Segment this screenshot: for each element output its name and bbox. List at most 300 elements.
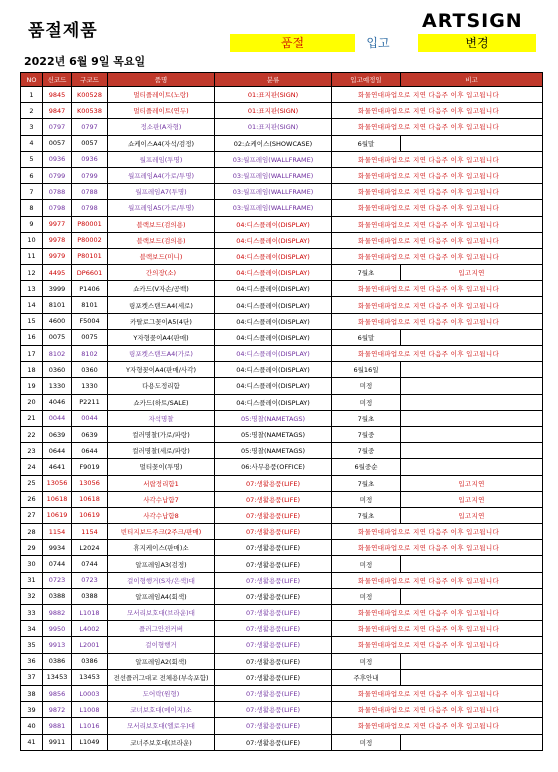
cell-category: 03:월프레임(WALLFRAME) [215,167,332,183]
cell-category: 04:디스플레이(DISPLAY) [215,232,332,248]
legend-soldout: 품절 [230,34,355,52]
cell-eta: 화물연대파업으로 지연 다음주 이후 입고됩니다 [332,248,543,264]
cell-old-code: 8102 [72,346,108,362]
cell-new-code: 9934 [43,540,72,556]
cell-no: 24 [21,459,43,475]
cell-old-code: K00528 [72,87,108,103]
cell-new-code: 9950 [43,621,72,637]
cell-eta: 화물연대파업으로 지연 다음주 이후 입고됩니다 [332,540,543,556]
cell-category: 04:디스플레이(DISPLAY) [215,297,332,313]
cell-product-name: 블랙보드(검의용) [108,232,215,248]
cell-new-code: 9881 [43,718,72,734]
cell-no: 20 [21,394,43,410]
cell-old-code: L2024 [72,540,108,556]
cell-category: 07:생활용품(LIFE) [215,491,332,507]
cell-eta: 화물연대파업으로 지연 다음주 이후 입고됩니다 [332,151,543,167]
cell-no: 30 [21,556,43,572]
cell-no: 28 [21,524,43,540]
table-row [21,297,543,313]
cell-no: 32 [21,588,43,604]
cell-category: 01:표지판(SIGN) [215,119,332,135]
cell-category: 03:월프레임(WALLFRAME) [215,200,332,216]
table-row [21,475,543,491]
cell-eta: 7월중 [332,426,401,442]
cell-new-code: 0644 [43,443,72,459]
legend-change: 변경 [418,34,536,52]
cell-note [401,588,543,604]
cell-old-code: 13453 [72,669,108,685]
cell-eta: 화물연대파업으로 지연 다음주 이후 입고됩니다 [332,200,543,216]
cell-note: 입고지연 [401,475,543,491]
cell-category: 05:명찰(NAMETAGS) [215,410,332,426]
cell-old-code: P2211 [72,394,108,410]
cell-category: 07:생활용품(LIFE) [215,572,332,588]
cell-new-code: 9978 [43,232,72,248]
cell-product-name: 걸이형행거(S자/은색)대 [108,572,215,588]
cell-old-code: 10618 [72,491,108,507]
cell-eta: 화물연대파업으로 지연 다음주 이후 입고됩니다 [332,605,543,621]
table-row [21,329,543,345]
cell-category: 04:디스플레이(DISPLAY) [215,378,332,394]
cell-eta: 미정 [332,653,401,669]
table-row [21,507,543,523]
cell-product-name: 걸이형행거 [108,637,215,653]
cell-eta: 7월초 [332,475,401,491]
cell-product-name: 월프레임A5(가로/투명) [108,200,215,216]
cell-new-code: 0388 [43,588,72,604]
cell-no: 11 [21,248,43,264]
table-row [21,669,543,685]
cell-eta: 화물연대파업으로 지연 다음주 이후 입고됩니다 [332,346,543,362]
table-row [21,621,543,637]
cell-product-name: 월프레임(투명) [108,151,215,167]
cell-category: 04:디스플레이(DISPLAY) [215,216,332,232]
cell-product-name: 컬러명찰(가로/파랑) [108,426,215,442]
cell-product-name: 카탈로그꽂이A5(4단) [108,313,215,329]
table-row [21,426,543,442]
cell-eta: 미정 [332,588,401,604]
cell-new-code: 0044 [43,410,72,426]
table-row [21,540,543,556]
col-header-product-name: 품명 [108,73,215,87]
cell-old-code: 0386 [72,653,108,669]
cell-note [401,426,543,442]
cell-category: 03:월프레임(WALLFRAME) [215,184,332,200]
cell-eta: 6월말 [332,135,401,151]
cell-category: 04:디스플레이(DISPLAY) [215,248,332,264]
cell-new-code: 0057 [43,135,72,151]
cell-product-name: 자석명찰 [108,410,215,426]
cell-category: 07:생활용품(LIFE) [215,653,332,669]
cell-note [401,135,543,151]
cell-category: 07:생활용품(LIFE) [215,556,332,572]
cell-product-name: 플러그안전커버 [108,621,215,637]
cell-category: 07:생활용품(LIFE) [215,524,332,540]
cell-eta: 7월초 [332,507,401,523]
cell-old-code: 0360 [72,362,108,378]
table-row [21,718,543,734]
cell-product-name: 다용도정리함 [108,378,215,394]
cell-product-name: 코너주보호대(브라운) [108,734,215,750]
cell-category: 07:생활용품(LIFE) [215,637,332,653]
cell-eta: 주후안내 [332,669,401,685]
cell-new-code: 13453 [43,669,72,685]
cell-old-code: 0723 [72,572,108,588]
cell-product-name: 사각수납함7 [108,491,215,507]
cell-eta: 화물연대파업으로 지연 다음주 이후 입고됩니다 [332,119,543,135]
cell-no: 18 [21,362,43,378]
cell-no: 37 [21,669,43,685]
cell-note [401,653,543,669]
cell-old-code: L1008 [72,702,108,718]
cell-new-code: 0360 [43,362,72,378]
cell-old-code: 1330 [72,378,108,394]
table-row [21,378,543,394]
cell-new-code: 0788 [43,184,72,200]
table-row [21,151,543,167]
soldout-table [20,72,543,751]
cell-note [401,734,543,750]
cell-product-name: 멀티플레이트(연두) [108,103,215,119]
cell-no: 2 [21,103,43,119]
cell-eta: 화물연대파업으로 지연 다음주 이후 입고됩니다 [332,103,543,119]
col-header-eta: 입고예정일 [332,73,401,87]
cell-new-code: 13056 [43,475,72,491]
cell-old-code: 0639 [72,426,108,442]
cell-new-code: 8102 [43,346,72,362]
table-row [21,313,543,329]
cell-no: 5 [21,151,43,167]
cell-new-code: 8101 [43,297,72,313]
cell-product-name: 링포켓스탠드A4(가로) [108,346,215,362]
cell-old-code: F5004 [72,313,108,329]
table-row [21,410,543,426]
cell-new-code: 9977 [43,216,72,232]
cell-no: 17 [21,346,43,362]
cell-new-code: 0797 [43,119,72,135]
cell-old-code: F9019 [72,459,108,475]
cell-new-code: 4046 [43,394,72,410]
table-row [21,232,543,248]
cell-old-code: P1406 [72,281,108,297]
cell-no: 25 [21,475,43,491]
cell-new-code: 1330 [43,378,72,394]
cell-product-name: 멀티꽂이(투명) [108,459,215,475]
cell-no: 38 [21,685,43,701]
cell-new-code: 0936 [43,151,72,167]
cell-eta: 7월초 [332,410,401,426]
cell-category: 04:디스플레이(DISPLAY) [215,281,332,297]
cell-new-code: 4641 [43,459,72,475]
cell-note [401,394,543,410]
cell-product-name: 모서리보호대(브라운)대 [108,605,215,621]
cell-old-code: L1049 [72,734,108,750]
cell-eta: 화물연대파업으로 지연 다음주 이후 입고됩니다 [332,685,543,701]
table-row [21,556,543,572]
cell-no: 21 [21,410,43,426]
cell-new-code: 9872 [43,702,72,718]
cell-product-name: 정소판(A자형) [108,119,215,135]
cell-no: 8 [21,200,43,216]
cell-category: 07:생활용품(LIFE) [215,669,332,685]
cell-product-name: 모서리보호대(엘로우)대 [108,718,215,734]
cell-category: 07:생활용품(LIFE) [215,685,332,701]
cell-old-code: 10619 [72,507,108,523]
cell-category: 04:디스플레이(DISPLAY) [215,362,332,378]
cell-eta: 화물연대파업으로 지연 다음주 이후 입고됩니다 [332,167,543,183]
cell-eta: 화물연대파업으로 지연 다음주 이후 입고됩니다 [332,718,543,734]
cell-old-code: L1016 [72,718,108,734]
cell-new-code: 0744 [43,556,72,572]
cell-new-code: 9882 [43,605,72,621]
col-header-old-code: 구코드 [72,73,108,87]
table-row [21,119,543,135]
cell-no: 31 [21,572,43,588]
cell-product-name: Y자형꽂이A4(판매) [108,329,215,345]
cell-no: 33 [21,605,43,621]
cell-category: 07:생활용품(LIFE) [215,718,332,734]
cell-new-code: 0639 [43,426,72,442]
cell-old-code: P80001 [72,216,108,232]
cell-eta: 화물연대파업으로 지연 다음주 이후 입고됩니다 [332,572,543,588]
cell-no: 9 [21,216,43,232]
cell-old-code: K00538 [72,103,108,119]
table-row [21,491,543,507]
cell-old-code: 0798 [72,200,108,216]
table-row [21,734,543,750]
cell-eta: 6월중순 [332,459,401,475]
col-header-new-code: 신코드 [43,73,72,87]
table-row [21,346,543,362]
cell-new-code: 4600 [43,313,72,329]
cell-eta: 화물연대파업으로 지연 다음주 이후 입고됩니다 [332,184,543,200]
cell-category: 07:생활용품(LIFE) [215,605,332,621]
cell-category: 04:디스플레이(DISPLAY) [215,394,332,410]
cell-product-name: 사각수납함8 [108,507,215,523]
cell-new-code: 0798 [43,200,72,216]
cell-product-name: 코너보호대(메이지)소 [108,702,215,718]
cell-product-name: 알프레임A3(검정) [108,556,215,572]
cell-product-name: 블랙보드(검의용) [108,216,215,232]
cell-category: 07:생활용품(LIFE) [215,475,332,491]
cell-eta: 미정 [332,556,401,572]
cell-new-code: 0075 [43,329,72,345]
table-row [21,265,543,281]
cell-old-code: 0744 [72,556,108,572]
cell-eta: 7월중 [332,443,401,459]
table-row [21,200,543,216]
table-row [21,248,543,264]
cell-eta: 미정 [332,491,401,507]
cell-no: 29 [21,540,43,556]
table-row [21,685,543,701]
cell-product-name: 쇼카드(하트/SALE) [108,394,215,410]
cell-old-code: 0057 [72,135,108,151]
table-row [21,281,543,297]
brand-logo: ARTSIGN [422,10,523,32]
cell-old-code: 0788 [72,184,108,200]
cell-category: 07:생활용품(LIFE) [215,621,332,637]
cell-product-name: 서랍정리함1 [108,475,215,491]
col-header-note: 비고 [401,73,543,87]
cell-product-name: 블랙보드(미니) [108,248,215,264]
cell-note [401,556,543,572]
cell-product-name: 컬러명찰(세로/파랑) [108,443,215,459]
cell-product-name: 알프레임A4(회색) [108,588,215,604]
cell-product-name: 휴지케이스(판매)소 [108,540,215,556]
cell-no: 4 [21,135,43,151]
cell-old-code: L1018 [72,605,108,621]
cell-new-code: 9856 [43,685,72,701]
table-row [21,524,543,540]
cell-eta: 화물연대파업으로 지연 다음주 이후 입고됩니다 [332,621,543,637]
cell-category: 01:표지판(SIGN) [215,103,332,119]
cell-no: 39 [21,702,43,718]
table-row [21,459,543,475]
cell-eta: 6월16일 [332,362,401,378]
cell-old-code: 0936 [72,151,108,167]
cell-product-name: 빈티지보드주크(2주크/판매) [108,524,215,540]
cell-note: 입고지연 [401,265,543,281]
cell-no: 6 [21,167,43,183]
cell-eta: 화물연대파업으로 지연 다음주 이후 입고됩니다 [332,637,543,653]
col-header-category: 분류 [215,73,332,87]
cell-note [401,410,543,426]
cell-note: 입고지연 [401,491,543,507]
cell-new-code: 9911 [43,734,72,750]
cell-new-code: 10618 [43,491,72,507]
cell-category: 07:생활용품(LIFE) [215,734,332,750]
cell-new-code: 0386 [43,653,72,669]
cell-new-code: 1154 [43,524,72,540]
cell-product-name: 알프레임A2(회색) [108,653,215,669]
cell-eta: 화물연대파업으로 지연 다음주 이후 입고됩니다 [332,313,543,329]
table-row [21,394,543,410]
table-row [21,362,543,378]
legend-restock: 입고 [366,36,390,50]
cell-new-code: 9913 [43,637,72,653]
cell-category: 04:디스플레이(DISPLAY) [215,346,332,362]
table-row [21,653,543,669]
cell-old-code: 8101 [72,297,108,313]
table-row [21,184,543,200]
table-row [21,572,543,588]
page-title: 품절제품 [28,21,98,41]
cell-no: 7 [21,184,43,200]
cell-category: 07:생활용품(LIFE) [215,540,332,556]
cell-eta: 미정 [332,378,401,394]
cell-old-code: 0799 [72,167,108,183]
cell-no: 34 [21,621,43,637]
cell-old-code: P80002 [72,232,108,248]
cell-new-code: 3999 [43,281,72,297]
cell-old-code: 0075 [72,329,108,345]
cell-no: 26 [21,491,43,507]
cell-new-code: 9847 [43,103,72,119]
cell-category: 05:명찰(NAMETAGS) [215,426,332,442]
cell-old-code: 0797 [72,119,108,135]
cell-new-code: 0723 [43,572,72,588]
cell-no: 35 [21,637,43,653]
cell-product-name: 쇼케이스A4(자석/검정) [108,135,215,151]
cell-note [401,362,543,378]
cell-new-code: 9979 [43,248,72,264]
cell-category: 04:디스플레이(DISPLAY) [215,329,332,345]
cell-product-name: 멀티플레이트(노랑) [108,87,215,103]
cell-eta: 화물연대파업으로 지연 다음주 이후 입고됩니다 [332,281,543,297]
table-row [21,588,543,604]
cell-no: 36 [21,653,43,669]
cell-old-code: 13056 [72,475,108,491]
table-row [21,605,543,621]
cell-note [401,669,543,685]
cell-product-name: 월프레임A7(투명) [108,184,215,200]
cell-category: 06:사무용품(OFFICE) [215,459,332,475]
cell-new-code: 0799 [43,167,72,183]
cell-product-name: 링포켓스탠드A4(세로) [108,297,215,313]
cell-old-code: 0644 [72,443,108,459]
cell-category: 07:생활용품(LIFE) [215,507,332,523]
cell-old-code: L2001 [72,637,108,653]
cell-category: 01:표지판(SIGN) [215,87,332,103]
table-row [21,443,543,459]
cell-category: 03:월프레임(WALLFRAME) [215,151,332,167]
cell-category: 02:쇼케이스(SHOWCASE) [215,135,332,151]
cell-category: 04:디스플레이(DISPLAY) [215,265,332,281]
cell-new-code: 10619 [43,507,72,523]
cell-eta: 7월초 [332,265,401,281]
cell-no: 12 [21,265,43,281]
cell-no: 16 [21,329,43,345]
cell-category: 07:생활용품(LIFE) [215,588,332,604]
cell-product-name: 도어락(원형) [108,685,215,701]
cell-no: 15 [21,313,43,329]
table-row [21,167,543,183]
table-row [21,216,543,232]
table-row [21,702,543,718]
cell-no: 1 [21,87,43,103]
cell-no: 40 [21,718,43,734]
table-row [21,103,543,119]
cell-no: 27 [21,507,43,523]
cell-no: 13 [21,281,43,297]
cell-new-code: 9845 [43,87,72,103]
cell-eta: 6월말 [332,329,401,345]
cell-old-code: 0044 [72,410,108,426]
table-row [21,87,543,103]
cell-category: 04:디스플레이(DISPLAY) [215,313,332,329]
cell-eta: 화물연대파업으로 지연 다음주 이후 입고됩니다 [332,216,543,232]
cell-product-name: 간의장(소) [108,265,215,281]
cell-eta: 미정 [332,394,401,410]
report-date: 2022년 6월 9일 목요일 [24,55,146,68]
cell-no: 3 [21,119,43,135]
cell-no: 41 [21,734,43,750]
cell-no: 10 [21,232,43,248]
cell-no: 22 [21,426,43,442]
cell-old-code: 1154 [72,524,108,540]
table-row [21,637,543,653]
cell-note [401,459,543,475]
cell-note [401,443,543,459]
cell-old-code: P80101 [72,248,108,264]
cell-no: 14 [21,297,43,313]
col-header-no: NO [21,73,43,87]
cell-product-name: 월프레임A4(가로/투명) [108,167,215,183]
cell-note: 입고지연 [401,507,543,523]
table-header-row [21,73,543,87]
cell-eta: 화물연대파업으로 지연 다음주 이후 입고됩니다 [332,297,543,313]
